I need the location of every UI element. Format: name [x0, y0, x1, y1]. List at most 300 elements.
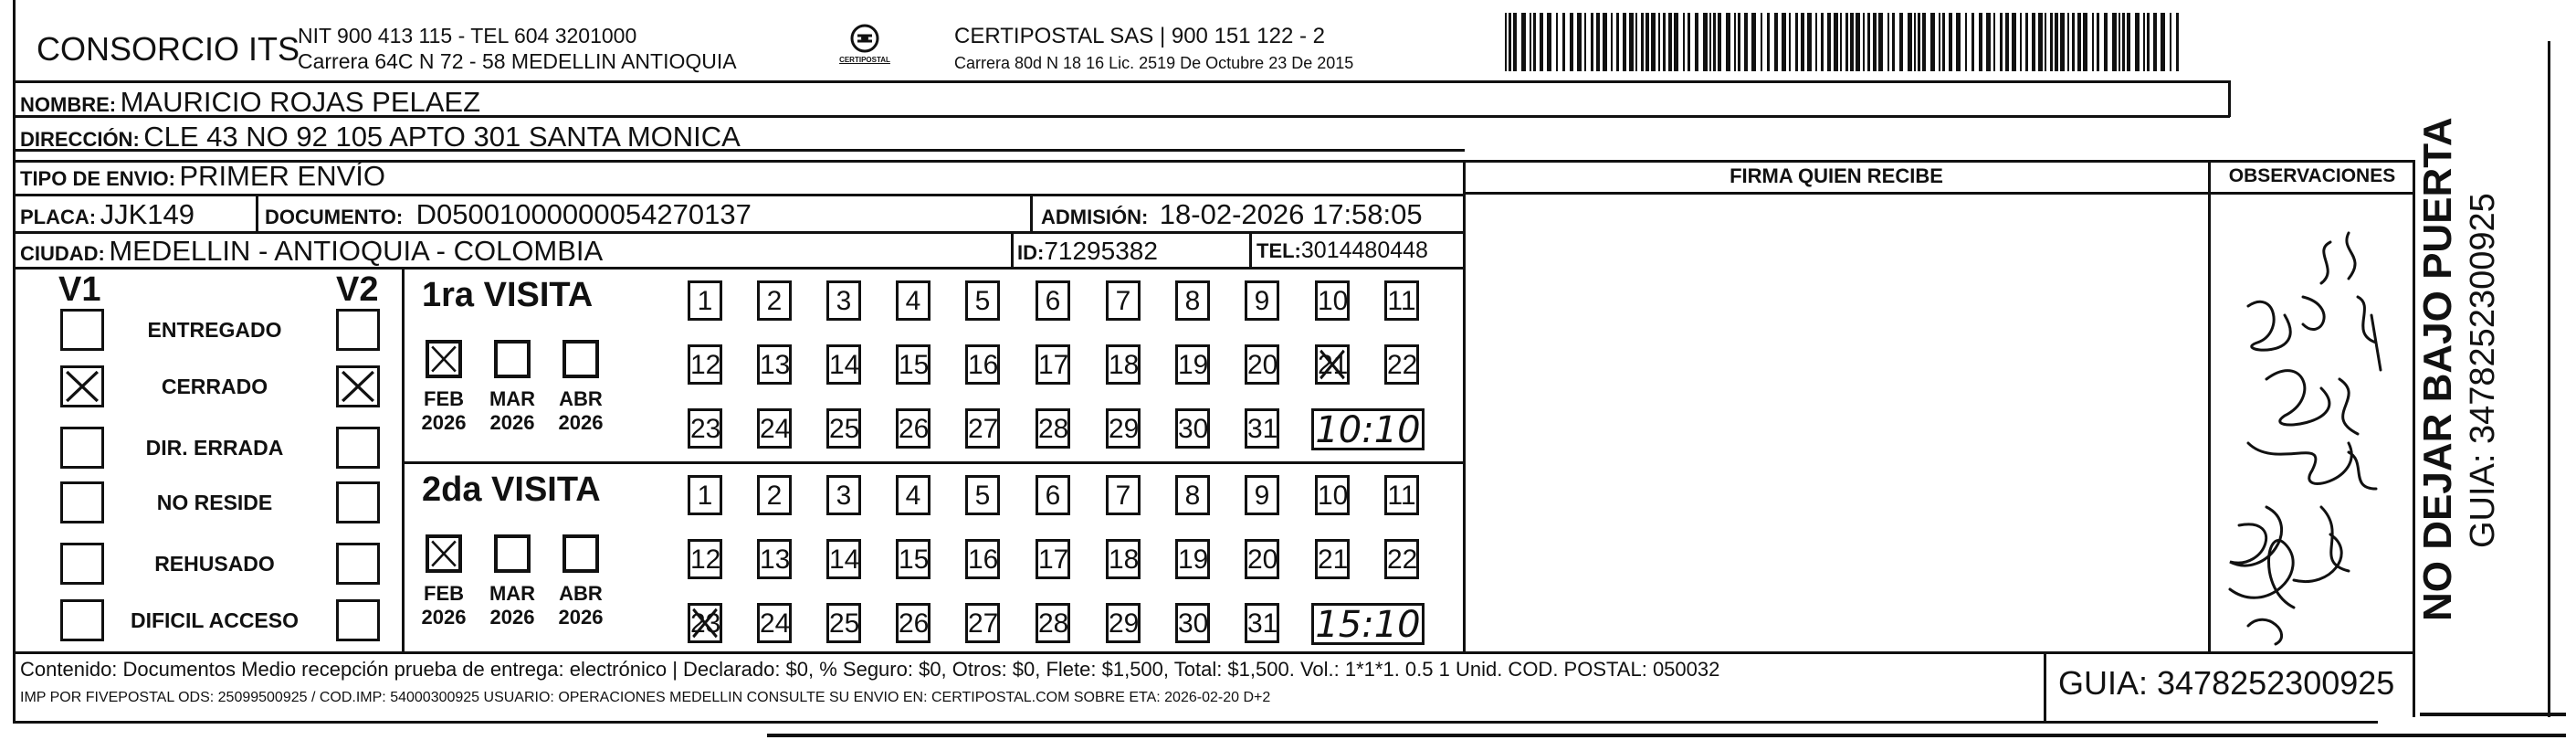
time-box[interactable]: 15:10	[1311, 603, 1425, 645]
day-box[interactable]	[688, 539, 722, 579]
year-label: 2026	[421, 411, 467, 434]
visit-divider	[402, 461, 1465, 464]
barcode-bar	[1878, 13, 1883, 71]
day-box[interactable]	[965, 344, 1000, 385]
day-number: 15	[899, 350, 930, 380]
month-checkbox[interactable]	[494, 340, 531, 378]
day-box[interactable]	[1245, 408, 1279, 449]
footer-guia: GUIA: 3478252300925	[2058, 664, 2395, 702]
barcode-bar	[1703, 13, 1708, 71]
barcode-bar	[2060, 13, 2065, 71]
day-number: 10	[1318, 286, 1349, 316]
admision-row	[1041, 200, 1423, 228]
barcode-bar	[1979, 13, 1982, 71]
day-box[interactable]	[1384, 280, 1419, 321]
barcode-bar	[1782, 13, 1786, 71]
day-number: 7	[1115, 481, 1131, 511]
day-box[interactable]	[1384, 539, 1419, 579]
barcode-bar	[1949, 13, 1952, 71]
day-number: 11	[1387, 286, 1416, 316]
day-box[interactable]	[965, 539, 1000, 579]
barcode-bar	[2067, 13, 2069, 71]
day-box[interactable]	[757, 539, 792, 579]
month-checkbox[interactable]	[563, 534, 599, 573]
status-label: DIFICIL ACCESO	[130, 608, 299, 632]
barcode-bar	[1651, 13, 1656, 71]
day-box[interactable]	[1384, 475, 1419, 515]
barcode-bar	[1939, 13, 1940, 71]
day-box[interactable]	[1036, 475, 1070, 515]
company-address: Carrera 64C N 72 - 58 MEDELLIN ANTIOQUIA	[298, 49, 737, 73]
day-box[interactable]	[826, 344, 861, 385]
day-number: 18	[1109, 544, 1140, 575]
day-number: 10	[1318, 481, 1349, 511]
status-label: ENTREGADO	[147, 318, 282, 342]
nombre-label: NOMBRE:	[20, 93, 117, 116]
footer-line	[13, 651, 2414, 654]
barcode-bar	[2119, 13, 2120, 71]
barcode-bar	[2161, 13, 2165, 71]
ciudad-row	[20, 237, 603, 265]
day-number: 2	[766, 481, 783, 511]
day-number: 13	[760, 544, 791, 575]
month-checkbox[interactable]	[563, 340, 599, 378]
day-number: 17	[1038, 544, 1069, 575]
day-box[interactable]	[1175, 408, 1210, 449]
barcode-bar	[1584, 13, 1586, 71]
barcode-bar	[1688, 13, 1690, 71]
day-box[interactable]	[1245, 603, 1279, 643]
barcode-bar	[1942, 13, 1945, 71]
barcode-bar	[1914, 13, 1916, 71]
right-frame-line	[2548, 41, 2550, 717]
barcode-bar	[1570, 13, 1573, 71]
barcode-bar	[1663, 13, 1666, 71]
barcode-bar	[2012, 13, 2016, 71]
day-box[interactable]	[757, 408, 792, 449]
day-number: 8	[1184, 286, 1201, 316]
day-box[interactable]	[1245, 475, 1279, 515]
barcode-bar	[1863, 13, 1865, 71]
month-label: MAR	[489, 582, 536, 605]
barcode-bar	[1635, 13, 1637, 71]
day-box[interactable]	[896, 539, 931, 579]
barcode-bar	[1801, 13, 1804, 71]
day-box[interactable]	[1175, 603, 1210, 643]
day-number: 1	[697, 286, 713, 316]
day-number: 3	[836, 481, 852, 511]
admision-value: 18-02-2026 17:58:05	[1159, 198, 1423, 230]
day-number: 4	[905, 481, 921, 511]
ciudad-value: MEDELLIN - ANTIOQUIA - COLOMBIA	[109, 235, 604, 267]
day-box[interactable]	[1315, 539, 1350, 579]
day-number: 29	[1109, 608, 1140, 639]
day-box[interactable]	[757, 475, 792, 515]
day-box[interactable]	[1036, 280, 1070, 321]
v2-checkbox[interactable]	[336, 365, 380, 407]
barcode-bar	[1899, 13, 1903, 71]
day-box[interactable]	[826, 280, 861, 321]
side-warning: NO DEJAR BAJO PUERTA	[2415, 117, 2460, 621]
day-number: 5	[974, 286, 991, 316]
barcode-bar	[1596, 13, 1600, 71]
day-box[interactable]	[965, 280, 1000, 321]
direccion-label: DIRECCIÓN:	[20, 128, 140, 151]
barcode-bar	[1623, 13, 1626, 71]
day-box[interactable]	[1106, 539, 1141, 579]
barcode-bar	[2170, 13, 2171, 71]
day-number: 25	[829, 608, 860, 639]
observaciones-label: OBSERVACIONES	[2228, 165, 2396, 186]
day-number: 1	[697, 481, 713, 511]
firma-header-line	[1465, 192, 2414, 195]
bottom-shadow-line	[767, 734, 2566, 737]
company-nit: NIT 900 413 115 - TEL 604 3201000	[298, 24, 637, 48]
day-box[interactable]	[757, 344, 792, 385]
id-label: ID:	[1017, 241, 1045, 264]
month-checkbox[interactable]	[494, 534, 531, 573]
month-label: FEB	[424, 387, 464, 410]
barcode-bar	[2153, 13, 2157, 71]
barcode-bar	[1611, 13, 1613, 71]
firma-label: FIRMA QUIEN RECIBE	[1730, 164, 1943, 187]
day-box[interactable]	[896, 344, 931, 385]
status-label: NO RESIDE	[156, 491, 273, 514]
certipostal-license: Carrera 80d N 18 16 Lic. 2519 De Octubre 23 De 2015	[954, 54, 1354, 72]
barcode-bar	[1761, 13, 1762, 71]
day-box[interactable]	[1036, 539, 1070, 579]
day-box[interactable]	[757, 280, 792, 321]
status-label: REHUSADO	[154, 552, 275, 576]
day-box[interactable]	[1036, 408, 1070, 449]
day-box[interactable]	[896, 280, 931, 321]
barcode-bar	[2077, 13, 2081, 71]
logo-text: CERTIPOSTAL	[839, 56, 890, 64]
obs-left-line	[2208, 160, 2211, 653]
day-check-mark	[1318, 347, 1347, 382]
day-box[interactable]	[826, 408, 861, 449]
barcode-bar	[1840, 13, 1842, 71]
barcode-bar	[1509, 13, 1511, 71]
barcode-bar	[1850, 13, 1854, 71]
barcode-bar	[1918, 13, 1920, 71]
barcode-bar	[2005, 13, 2009, 71]
day-number: 3	[836, 286, 852, 316]
day-box[interactable]	[1175, 280, 1210, 321]
day-number: 18	[1109, 350, 1140, 380]
footer-contenido: Contenido: Documentos Medio recepción prueba de entrega: electrónico | Declarado: $0, % Seguro: $0, Otros: $0, Flete: $1,500, Total: $1,500. Vol.: 1*1*1. 0.5 1 Unid. COD. POSTAL: 050032	[20, 658, 1720, 681]
day-number: 4	[905, 286, 921, 316]
barcode-bar	[1856, 13, 1860, 71]
v2-checkbox[interactable]	[336, 309, 380, 351]
direccion-value: CLE 43 NO 92 105 APTO 301 SANTA MONICA	[143, 121, 741, 153]
day-box[interactable]	[896, 603, 931, 643]
status-label: CERRADO	[161, 375, 268, 398]
day-box[interactable]	[1315, 344, 1350, 385]
side-guia: GUIA: 3478252300925	[2464, 193, 2502, 548]
barcode-bar	[1521, 13, 1526, 71]
day-number: 21	[1318, 544, 1349, 575]
x-mark-icon	[339, 368, 377, 405]
barcode-bar	[1718, 13, 1721, 71]
placa-divider	[256, 194, 258, 231]
barcode	[1505, 13, 2181, 73]
firma-left-line	[1463, 160, 1466, 653]
barcode-bar	[2072, 13, 2075, 71]
year-label: 2026	[558, 411, 604, 434]
day-box[interactable]	[1106, 280, 1141, 321]
day-box[interactable]	[1315, 280, 1350, 321]
barcode-bar	[2122, 13, 2125, 71]
left-frame-line	[13, 0, 16, 724]
bottom-frame-line	[13, 721, 2378, 724]
day-box[interactable]	[965, 475, 1000, 515]
day-box[interactable]	[1106, 408, 1141, 449]
tel-row	[1256, 239, 1428, 262]
barcode-bar	[2104, 13, 2108, 71]
barcode-bar	[1930, 13, 1935, 71]
status-divider	[402, 267, 405, 653]
barcode-bar	[1540, 13, 1543, 71]
x-mark-icon	[690, 606, 720, 640]
day-number: 14	[829, 544, 860, 575]
day-box[interactable]	[826, 475, 861, 515]
barcode-bar	[1922, 13, 1926, 71]
day-box[interactable]	[826, 603, 861, 643]
day-number: 21	[1318, 350, 1349, 380]
day-number: 27	[968, 608, 999, 639]
day-number: 24	[760, 414, 791, 444]
v2-label: V2	[336, 270, 379, 309]
barcode-bar	[1734, 13, 1736, 71]
time-box[interactable]: 10:10	[1311, 408, 1425, 450]
day-number: 19	[1178, 544, 1209, 575]
day-number: 30	[1178, 414, 1209, 444]
barcode-bar	[1713, 13, 1716, 71]
day-box[interactable]	[1106, 344, 1141, 385]
day-box[interactable]	[965, 408, 1000, 449]
direccion-row	[20, 122, 741, 151]
day-number: 14	[829, 350, 860, 380]
barcode-bar	[1547, 13, 1551, 71]
barcode-bar	[1641, 13, 1644, 71]
day-number: 6	[1045, 481, 1061, 511]
barcode-bar	[2097, 13, 2099, 71]
tel-value: 3014480448	[1300, 238, 1428, 263]
day-box[interactable]	[1245, 344, 1279, 385]
barcode-bar	[1873, 13, 1877, 71]
barcode-bar	[1603, 13, 1607, 71]
barcode-bar	[1616, 13, 1619, 71]
nombre-row	[20, 88, 480, 116]
v1-label: V1	[58, 270, 101, 309]
day-box[interactable]	[1315, 475, 1350, 515]
day-box[interactable]	[1175, 475, 1210, 515]
barcode-bar	[1513, 13, 1517, 71]
barcode-bar	[1505, 13, 1507, 71]
barcode-bar	[1965, 13, 1967, 71]
day-number: 31	[1247, 414, 1278, 444]
certipostal-nit: CERTIPOSTAL SAS | 900 151 122 - 2	[954, 24, 1325, 48]
day-number: 12	[690, 350, 721, 380]
visit-title: 1ra VISITA	[422, 276, 594, 314]
company-name: CONSORCIO ITS	[37, 30, 300, 68]
x-mark-icon	[1318, 347, 1347, 382]
footer-imp: IMP POR FIVEPOSTAL ODS: 25099500925 / COD.IMP: 54000300925 USUARIO: OPERACIONES MEDELLIN CONSULTE SU ENVIO EN: CERTIPOSTAL.COM SOBRE ETA: 2026-02-20 D+2	[20, 690, 1271, 705]
month-label: FEB	[424, 582, 464, 605]
day-number: 23	[690, 414, 721, 444]
day-number: 6	[1045, 286, 1061, 316]
ciudad-label: CIUDAD:	[20, 242, 105, 265]
barcode-bar	[1674, 13, 1678, 71]
header-line	[13, 80, 2230, 83]
day-number: 30	[1178, 608, 1209, 639]
x-mark-icon	[429, 344, 458, 375]
day-box[interactable]	[1175, 344, 1210, 385]
barcode-bar	[2092, 13, 2094, 71]
barcode-bar	[1744, 13, 1748, 71]
day-box[interactable]	[965, 603, 1000, 643]
barcode-bar	[1867, 13, 1870, 71]
day-number: 12	[690, 544, 721, 575]
barcode-bar	[1827, 13, 1831, 71]
month-checkbox[interactable]	[426, 340, 462, 378]
id-value: 71295382	[1044, 237, 1158, 265]
barcode-bar	[1751, 13, 1756, 71]
barcode-bar	[1795, 13, 1798, 71]
barcode-bar	[2032, 13, 2035, 71]
barcode-bar	[1774, 13, 1778, 71]
barcode-bar	[2083, 13, 2087, 71]
day-number: 31	[1247, 608, 1278, 639]
tel-label: TEL:	[1256, 239, 1301, 262]
documento-value: D05001000000054270137	[415, 198, 752, 230]
day-box[interactable]	[826, 539, 861, 579]
day-number: 29	[1109, 414, 1140, 444]
day-check-mark	[690, 606, 720, 640]
day-box[interactable]	[688, 280, 722, 321]
day-number: 22	[1387, 544, 1418, 575]
barcode-bar	[1887, 13, 1889, 71]
day-box[interactable]	[1245, 280, 1279, 321]
signature-scribble	[2212, 196, 2411, 649]
placa-value: JJK149	[100, 198, 195, 230]
month-label: ABR	[559, 582, 603, 605]
barcode-bar	[1789, 13, 1791, 71]
barcode-bar	[2112, 13, 2117, 71]
day-box[interactable]	[896, 475, 931, 515]
v2-checkbox[interactable]	[336, 543, 380, 585]
barcode-bar	[1767, 13, 1770, 71]
day-box[interactable]	[1384, 344, 1419, 385]
day-box[interactable]	[688, 408, 722, 449]
placa-row	[20, 200, 195, 228]
barcode-bar	[1738, 13, 1740, 71]
v2-checkbox[interactable]	[336, 481, 380, 523]
barcode-bar	[1892, 13, 1895, 71]
day-box[interactable]	[688, 603, 722, 643]
barcode-bar	[2127, 13, 2130, 71]
day-box[interactable]	[757, 603, 792, 643]
id-row	[1017, 238, 1158, 264]
day-number: 27	[968, 414, 999, 444]
barcode-bar	[2147, 13, 2150, 71]
day-number: 26	[899, 608, 930, 639]
placa-label: PLACA:	[20, 206, 97, 228]
barcode-bar	[2055, 13, 2058, 71]
tipo-row	[20, 162, 385, 190]
tel-divider	[1249, 231, 1252, 268]
barcode-bar	[1908, 13, 1912, 71]
v2-checkbox[interactable]	[336, 599, 380, 641]
x-mark-icon	[429, 538, 458, 569]
year-label: 2026	[558, 606, 604, 629]
barcode-bar	[1658, 13, 1660, 71]
v2-checkbox[interactable]	[336, 427, 380, 469]
day-number: 20	[1247, 350, 1278, 380]
barcode-bar	[2038, 13, 2043, 71]
day-box[interactable]	[1245, 539, 1279, 579]
barcode-bar	[1645, 13, 1649, 71]
day-number: 23	[690, 608, 721, 639]
guia-divider	[2044, 651, 2046, 721]
barcode-bar	[1683, 13, 1685, 71]
barcode-bar	[1533, 13, 1536, 71]
barcode-bar	[1562, 13, 1565, 71]
barcode-bar	[1834, 13, 1838, 71]
documento-row	[265, 200, 752, 228]
right-bottom-edge	[2420, 713, 2566, 716]
id-divider	[1011, 231, 1014, 268]
day-box[interactable]	[1175, 539, 1210, 579]
tipo-label: TIPO DE ENVIO:	[20, 167, 175, 190]
status-label: DIR. ERRADA	[145, 436, 284, 460]
month-checkbox[interactable]	[426, 534, 462, 573]
day-number: 28	[1038, 608, 1069, 639]
barcode-bar	[1986, 13, 1991, 71]
day-number: 8	[1184, 481, 1201, 511]
year-label: 2026	[489, 411, 535, 434]
day-number: 25	[829, 414, 860, 444]
day-box[interactable]	[1036, 344, 1070, 385]
day-number: 9	[1254, 481, 1270, 511]
barcode-bar	[1709, 13, 1711, 71]
day-number: 2	[766, 286, 783, 316]
day-box[interactable]	[1106, 475, 1141, 515]
day-number: 19	[1178, 350, 1209, 380]
day-number: 11	[1387, 481, 1416, 511]
day-box[interactable]	[688, 475, 722, 515]
day-box[interactable]	[896, 408, 931, 449]
barcode-bar	[1845, 13, 1848, 71]
barcode-bar	[2025, 13, 2028, 71]
month-label: MAR	[489, 387, 536, 410]
row-line-5	[13, 267, 1465, 270]
day-number: 15	[899, 544, 930, 575]
header-right-tick	[2228, 80, 2231, 117]
day-box[interactable]	[1036, 603, 1070, 643]
certipostal-logo	[833, 20, 897, 71]
barcode-bar	[1530, 13, 1531, 71]
day-box[interactable]	[688, 344, 722, 385]
barcode-bar	[2176, 13, 2179, 71]
admision-divider	[1030, 194, 1033, 231]
day-number: 17	[1038, 350, 1069, 380]
day-box[interactable]	[1106, 603, 1141, 643]
day-number: 7	[1115, 286, 1131, 316]
row-line-3	[13, 194, 1465, 196]
year-label: 2026	[421, 606, 467, 629]
